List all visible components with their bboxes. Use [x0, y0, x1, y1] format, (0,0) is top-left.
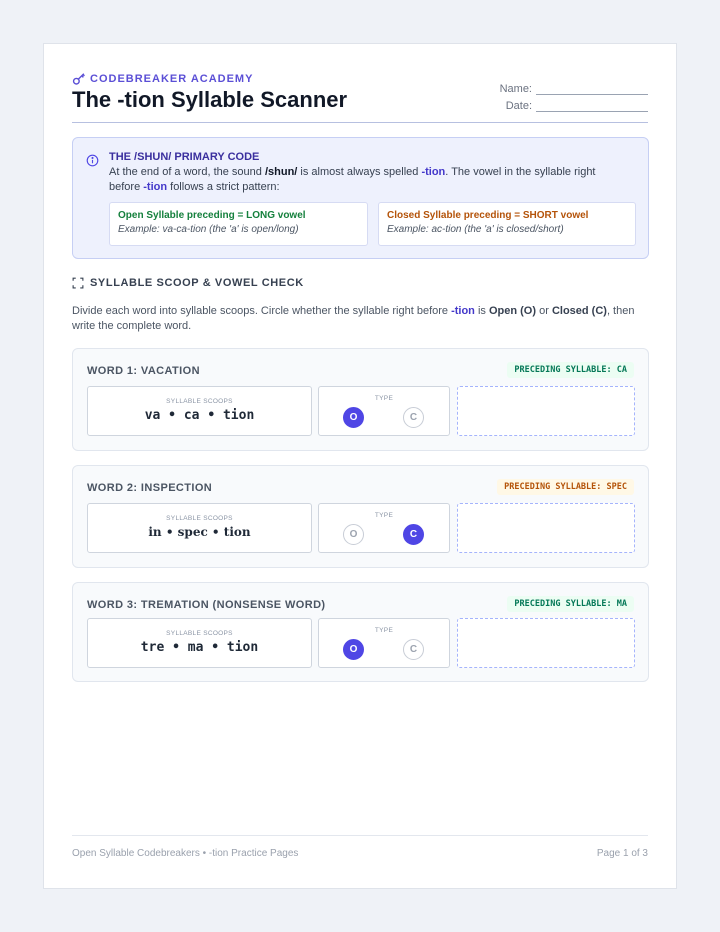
closed-rule-example: Example: ac-tion (the 'a' is closed/short): [387, 224, 564, 235]
closed-option[interactable]: C: [403, 524, 424, 545]
section-title: SYLLABLE SCOOP & VOWEL CHECK: [90, 277, 304, 289]
type-selector: [318, 386, 450, 436]
scoops-value: va • ca • tion: [144, 408, 255, 423]
type-label: TYPE: [374, 512, 394, 519]
type-selector: [318, 503, 450, 553]
word-title: WORD 2: INSPECTION: [87, 482, 213, 494]
word-title: WORD 3: TREMATION (NONSENSE WORD): [87, 599, 326, 611]
open-option[interactable]: O: [343, 524, 364, 545]
footer-divider: [72, 835, 648, 836]
open-option[interactable]: O: [343, 639, 364, 660]
instructions: Divide each word into syllable scoops. Circle whether the syllable right before -tion is Open (O) or Closed (C), then write the complete word.: [72, 305, 635, 332]
closed-option[interactable]: C: [403, 407, 424, 428]
type-selector: [318, 618, 450, 668]
name-field[interactable]: [478, 83, 648, 95]
word-card: [72, 465, 649, 568]
write-word-box[interactable]: [457, 503, 635, 553]
preceding-syllable-badge: PRECEDING SYLLABLE: MA: [507, 596, 634, 612]
key-icon: [72, 72, 86, 86]
scoops-label: SYLLABLE SCOOPS: [166, 398, 233, 405]
open-syllable-rule: [109, 202, 368, 246]
sound-text: /shun/: [264, 166, 298, 178]
closed-option[interactable]: C: [403, 639, 424, 660]
syllable-scoops-box: [87, 618, 312, 668]
word-title: WORD 1: VACATION: [87, 365, 200, 377]
syllable-scoops-box: [87, 386, 312, 436]
info-icon: [86, 154, 99, 167]
info-body: At the end of a word, the sound /shun/ is almost always spelled -tion. The vowel in the syllable right before -tion follows a strict pattern:: [109, 166, 596, 193]
open-option[interactable]: O: [343, 407, 364, 428]
open-rule-example: Example: va-ca-tion (the 'a' is open/long): [118, 224, 299, 235]
write-word-box[interactable]: [457, 618, 635, 668]
page-title: The -tion Syllable Scanner: [72, 87, 348, 112]
word-card: [72, 348, 649, 451]
scoops-value: tre • ma • tion: [140, 640, 259, 655]
word-card: [72, 582, 649, 682]
preceding-syllable-badge: PRECEDING SYLLABLE: CA: [507, 362, 634, 378]
section-heading: [72, 277, 304, 289]
preceding-syllable-badge: PRECEDING SYLLABLE: SPEC: [497, 479, 634, 495]
footer-series: Open Syllable Codebreakers • -tion Practice Pages: [72, 848, 299, 859]
worksheet-page: [43, 43, 677, 889]
tion-text: -tion: [421, 166, 446, 178]
type-label: TYPE: [374, 627, 394, 634]
closed-rule-title: Closed Syllable preceding = SHORT vowel: [387, 210, 589, 221]
date-label: Date:: [505, 100, 532, 112]
date-line[interactable]: [536, 103, 648, 112]
scan-frame-icon: [72, 277, 84, 289]
info-title: THE /SHUN/ PRIMARY CODE: [109, 151, 260, 163]
scoops-value: in • spec • tion: [148, 525, 251, 539]
name-line[interactable]: [536, 86, 648, 95]
date-field[interactable]: [478, 100, 648, 112]
type-label: TYPE: [374, 395, 394, 402]
page-number: Page 1 of 3: [596, 848, 648, 859]
name-label: Name:: [499, 83, 532, 95]
closed-syllable-rule: [378, 202, 636, 246]
write-word-box[interactable]: [457, 386, 635, 436]
scoops-label: SYLLABLE SCOOPS: [166, 515, 233, 522]
brand: [72, 72, 253, 86]
header-divider: [72, 122, 648, 123]
scoops-label: SYLLABLE SCOOPS: [166, 630, 233, 637]
brand-name: CODEBREAKER ACADEMY: [90, 73, 254, 85]
info-box: [72, 137, 649, 259]
syllable-scoops-box: [87, 503, 312, 553]
tion-text: -tion: [143, 180, 168, 193]
open-rule-title: Open Syllable preceding = LONG vowel: [118, 210, 306, 221]
